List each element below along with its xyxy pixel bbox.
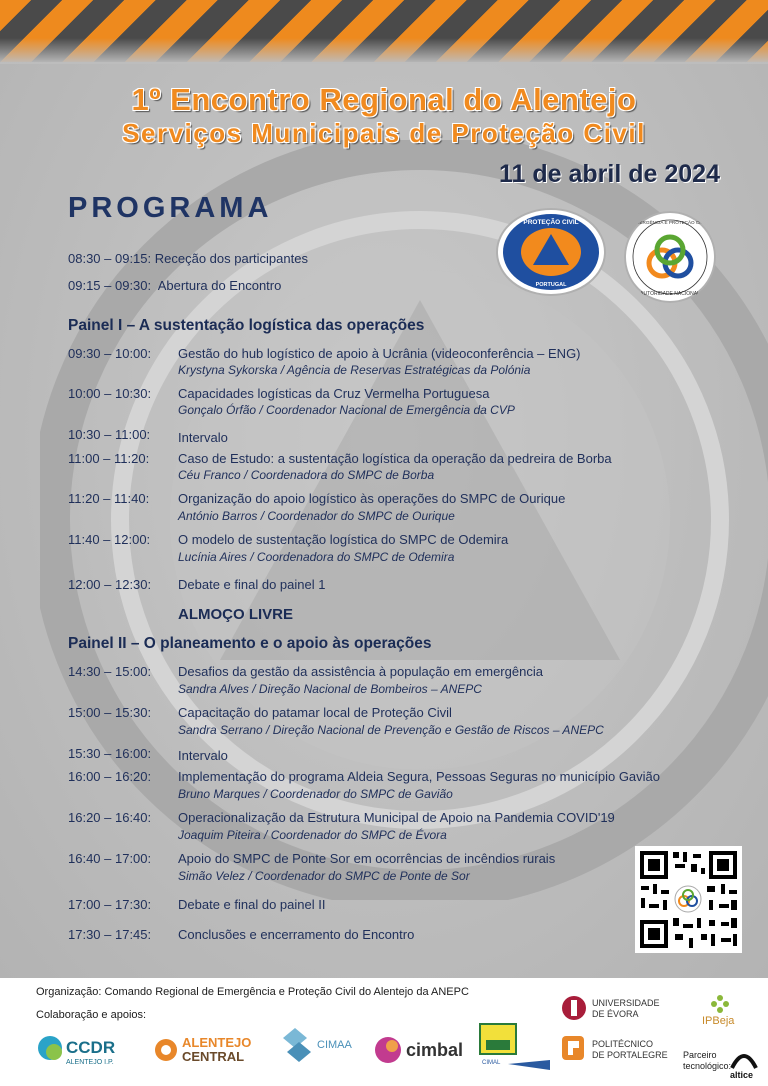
session-time: 17:00 – 17:30: bbox=[68, 897, 152, 912]
session-title: Implementação do programa Aldeia Segura, Pessoas Seguras no município Gavião bbox=[178, 769, 661, 784]
cimal-text: CIMAL bbox=[482, 1060, 501, 1066]
event-subtitle: Serviços Municipais de Proteção Civil bbox=[122, 118, 646, 148]
portalegre-text-1: POLITÉCNICO bbox=[592, 1039, 654, 1049]
opening-line bbox=[68, 251, 308, 266]
session-title: Apoio do SMPC de Ponte Sor em ocorrências de incêndios rurais bbox=[178, 851, 556, 866]
session-speaker: Sandra Serrano / Direção Nacional de Prevenção e Gestão de Riscos – ANEPC bbox=[178, 723, 604, 737]
session-title: Capacitação do patamar local de Proteção Civil bbox=[178, 705, 452, 720]
session-time: 16:00 – 16:20: bbox=[68, 769, 152, 784]
session-time: 17:30 – 17:45: bbox=[68, 927, 152, 942]
session-title: Debate e final do painel II bbox=[178, 897, 326, 912]
session-speaker: Simão Velez / Coordenador do SMPC de Ponte de Sor bbox=[178, 869, 470, 883]
altice-text: altice bbox=[730, 1070, 754, 1080]
session-time: 16:40 – 17:00: bbox=[68, 851, 152, 866]
session-title: Desafios da gestão da assistência à população em emergência bbox=[178, 664, 543, 679]
cimbal-logo-icon bbox=[374, 1030, 474, 1070]
session-speaker: Joaquim Piteira / Coordenador do SMPC de Évora bbox=[178, 828, 447, 842]
portalegre-text-2: DE PORTALEGRE bbox=[592, 1050, 668, 1060]
session-speaker: Sandra Alves / Direção Nacional de Bombeiros – ANEPC bbox=[178, 682, 482, 696]
session-speaker: Krystyna Sykorska / Agência de Reservas Estratégicas da Polónia bbox=[178, 363, 531, 377]
cimal-logo-icon bbox=[478, 1022, 553, 1072]
session-title: Conclusões e encerramento do Encontro bbox=[178, 927, 415, 942]
event-date: 11 de abril de 2024 bbox=[499, 160, 720, 188]
session-time: 11:00 – 11:20: bbox=[68, 451, 150, 466]
tecnologico-text: tecnológico: bbox=[683, 1061, 732, 1071]
cimbal-text: cimbal bbox=[406, 1040, 464, 1060]
pc-logo-top: PROTEÇÃO CIVIL bbox=[523, 219, 579, 226]
programa-heading: PROGRAMA bbox=[68, 192, 273, 224]
session-time: 10:30 – 11:00: bbox=[68, 427, 151, 442]
opening-title: Receção dos participantes bbox=[154, 251, 308, 266]
opening-time: 09:15 – 09:30: bbox=[68, 278, 152, 293]
pc-logo-bottom: PORTUGAL bbox=[535, 282, 567, 288]
session-speaker: Gonçalo Órfão / Coordenador Nacional de Emergência da CVP bbox=[178, 403, 515, 417]
session-title: Organização do apoio logístico às operações do SMPC de Ourique bbox=[178, 491, 566, 506]
colaboracao-text: Colaboração e apoios: bbox=[36, 1009, 147, 1021]
session-title: Intervalo bbox=[178, 748, 228, 763]
uevora-text-2: DE ÉVORA bbox=[592, 1009, 639, 1019]
session-title: Operacionalização da Estrutura Municipal de Apoio na Pandemia COVID'19 bbox=[178, 810, 615, 825]
session-speaker: Bruno Marques / Coordenador do SMPC de Gavião bbox=[178, 787, 453, 801]
protecao-civil-logo-icon bbox=[495, 207, 608, 297]
session-time: 15:00 – 15:30: bbox=[68, 705, 152, 720]
panel1-title: Painel I – A sustentação logística das operações bbox=[68, 317, 425, 334]
session-title: Caso de Estudo: a sustentação logística da operação da pedreira de Borba bbox=[178, 451, 612, 466]
session-time: 14:30 – 15:00: bbox=[68, 664, 152, 679]
alentejo-central-text-1: ALENTEJO bbox=[182, 1035, 252, 1050]
panel2-title: Painel II – O planeamento e o apoio às operações bbox=[68, 635, 432, 652]
altice-logo-icon bbox=[726, 1044, 762, 1080]
session-speaker: António Barros / Coordenador do SMPC de Ourique bbox=[178, 509, 455, 523]
session-title: Capacidades logísticas da Cruz Vermelha Portuguesa bbox=[178, 386, 490, 401]
session-speaker: Lucínia Aires / Coordenadora do SMPC de Odemira bbox=[178, 550, 455, 564]
politecnico-portalegre-logo-icon bbox=[560, 1032, 680, 1066]
session-time: 09:30 – 10:00: bbox=[68, 346, 152, 361]
opening-title: Abertura do Encontro bbox=[157, 278, 282, 293]
session-title: Debate e final do painel 1 bbox=[178, 577, 326, 592]
ccdr-text: CCDR bbox=[66, 1038, 116, 1057]
footer bbox=[0, 978, 768, 1086]
stripes-fade bbox=[0, 38, 768, 64]
session-time: 16:20 – 16:40: bbox=[68, 810, 152, 825]
anepc-logo-icon bbox=[624, 211, 716, 303]
cimaa-logo-icon bbox=[275, 1024, 365, 1070]
cimaa-text: CIMAA bbox=[317, 1039, 352, 1051]
lunch-break: ALMOÇO LIVRE bbox=[178, 606, 293, 623]
session-time: 11:40 – 12:00: bbox=[68, 532, 151, 547]
ccdr-alentejo-logo-icon bbox=[36, 1030, 136, 1070]
opening-line bbox=[68, 278, 281, 293]
session-title: O modelo de sustentação logística do SMPC de Odemira bbox=[178, 532, 509, 547]
session-title: Gestão do hub logístico de apoio à Ucrânia (videoconferência – ENG) bbox=[178, 346, 581, 361]
ipbeja-text: IPBeja bbox=[702, 1015, 735, 1027]
uevora-text-1: UNIVERSIDADE bbox=[592, 998, 660, 1008]
session-time: 15:30 – 16:00: bbox=[68, 746, 152, 761]
event-title: 1º Encontro Regional do Alentejo bbox=[131, 82, 637, 117]
alentejo-central-text-2: CENTRAL bbox=[182, 1049, 245, 1064]
session-time: 12:00 – 12:30: bbox=[68, 577, 152, 592]
ipbeja-logo-icon bbox=[688, 990, 758, 1032]
parceiro-text: Parceiro bbox=[683, 1050, 717, 1060]
session-title: Intervalo bbox=[178, 430, 228, 445]
anepc-logo-top: EMERGÊNCIA E PROTEÇÃO CIVIL bbox=[632, 220, 708, 225]
session-speaker: Céu Franco / Coordenadora do SMPC de Borba bbox=[178, 468, 435, 482]
anepc-logo-bottom: AUTORIDADE NACIONAL bbox=[640, 291, 700, 297]
session-time: 11:20 – 11:40: bbox=[68, 491, 150, 506]
parceiro-label bbox=[683, 1050, 731, 1072]
universidade-evora-logo-icon bbox=[560, 992, 670, 1026]
organizacao-text: Organização: Comando Regional de Emergência e Proteção Civil do Alentejo da ANEPC bbox=[36, 986, 469, 998]
qr-code-icon[interactable] bbox=[635, 846, 742, 953]
opening-time: 08:30 – 09:15: bbox=[68, 251, 152, 266]
alentejo-central-logo-icon bbox=[152, 1030, 267, 1070]
ccdr-sub-text: ALENTEJO I.P. bbox=[66, 1059, 114, 1066]
session-time: 10:00 – 10:30: bbox=[68, 386, 152, 401]
